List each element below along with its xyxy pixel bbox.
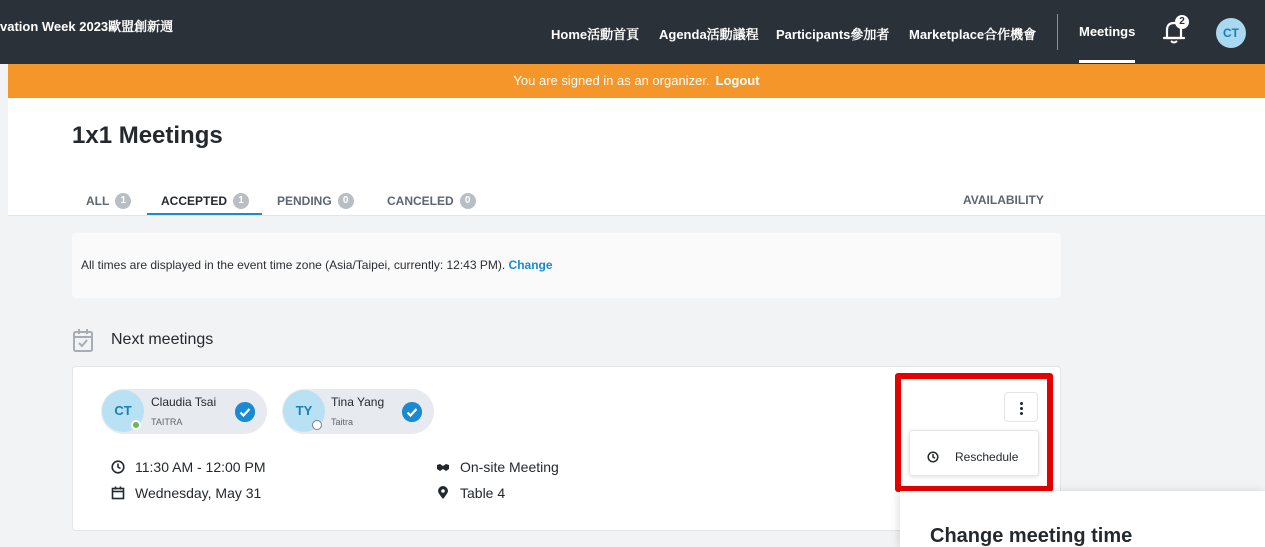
tab-accepted-label: ACCEPTED [161,194,228,208]
online-status-icon [131,420,141,430]
meeting-type-text: On-site Meeting [460,459,559,475]
map-pin-icon [436,486,450,500]
nav-divider [1057,14,1058,50]
check-icon [235,402,255,422]
meeting-time [111,459,265,475]
logout-link[interactable]: Logout [715,73,760,88]
timezone-notice [72,233,1061,298]
nav-item-home[interactable]: Home活動首頁 [551,27,640,42]
tab-accepted-count: 1 [233,193,249,209]
user-avatar[interactable]: CT [1216,18,1246,48]
calendar-icon [111,486,125,500]
tab-canceled-count: 0 [460,193,476,209]
active-nav-indicator [1079,60,1135,63]
tab-canceled-label: CANCELED [387,194,454,208]
drawer-title: Change meeting time [930,525,1133,547]
event-title[interactable]: vation Week 2023歐盟創新週 [0,19,174,34]
handshake-icon [436,460,450,474]
tab-accepted[interactable] [161,193,249,209]
tab-availability[interactable]: AVAILABILITY [963,193,1044,207]
nav-item-meetings[interactable]: Meetings [1079,24,1136,39]
meeting-date [111,485,261,501]
organizer-banner [8,64,1265,98]
nav-item-agenda[interactable]: Agenda活動議程 [659,27,759,42]
tabs-divider [8,215,1265,216]
tab-pending[interactable] [277,193,354,209]
reschedule-label: Reschedule [955,450,1019,464]
organizer-banner-text: You are signed in as an organizer. [513,73,710,88]
tab-canceled[interactable] [387,193,476,209]
change-time-drawer [900,491,1265,547]
meeting-date-text: Wednesday, May 31 [135,485,262,501]
tab-pending-count: 0 [338,193,354,209]
participant-org: Taitra [331,417,354,427]
meeting-type [436,459,559,475]
clock-icon [111,460,125,474]
change-timezone-link[interactable]: Change [508,258,553,272]
participant-org: TAITRA [151,417,183,427]
nav-item-marketplace[interactable]: Marketplace合作機會 [909,27,1037,42]
notification-count-badge: 2 [1175,15,1189,29]
meeting-time-text: 11:30 AM - 12:00 PM [135,459,266,475]
avatar: TY [283,390,325,432]
check-icon [402,402,422,422]
top-navigation-bar [0,0,1265,64]
participant-name: Claudia Tsai [151,395,217,409]
highlight-annotation [895,373,1053,492]
offline-status-icon [312,420,322,430]
tab-all-label: ALL [86,194,110,208]
meeting-location-text: Table 4 [460,485,506,501]
tab-all[interactable] [86,193,131,209]
avatar: CT [102,390,144,432]
timezone-text: All times are displayed in the event time zone (Asia/Taipei, currently: 12:43 PM). [81,258,506,272]
next-meetings-heading: Next meetings [111,331,214,348]
tab-pending-label: PENDING [277,194,332,208]
page-title: 1x1 Meetings [72,122,223,149]
participant-name: Tina Yang [331,395,385,409]
calendar-check-icon [72,327,94,353]
nav-item-participants[interactable]: Participants參加者 [776,27,890,42]
tab-all-count: 1 [115,193,131,209]
meeting-location [436,485,505,501]
